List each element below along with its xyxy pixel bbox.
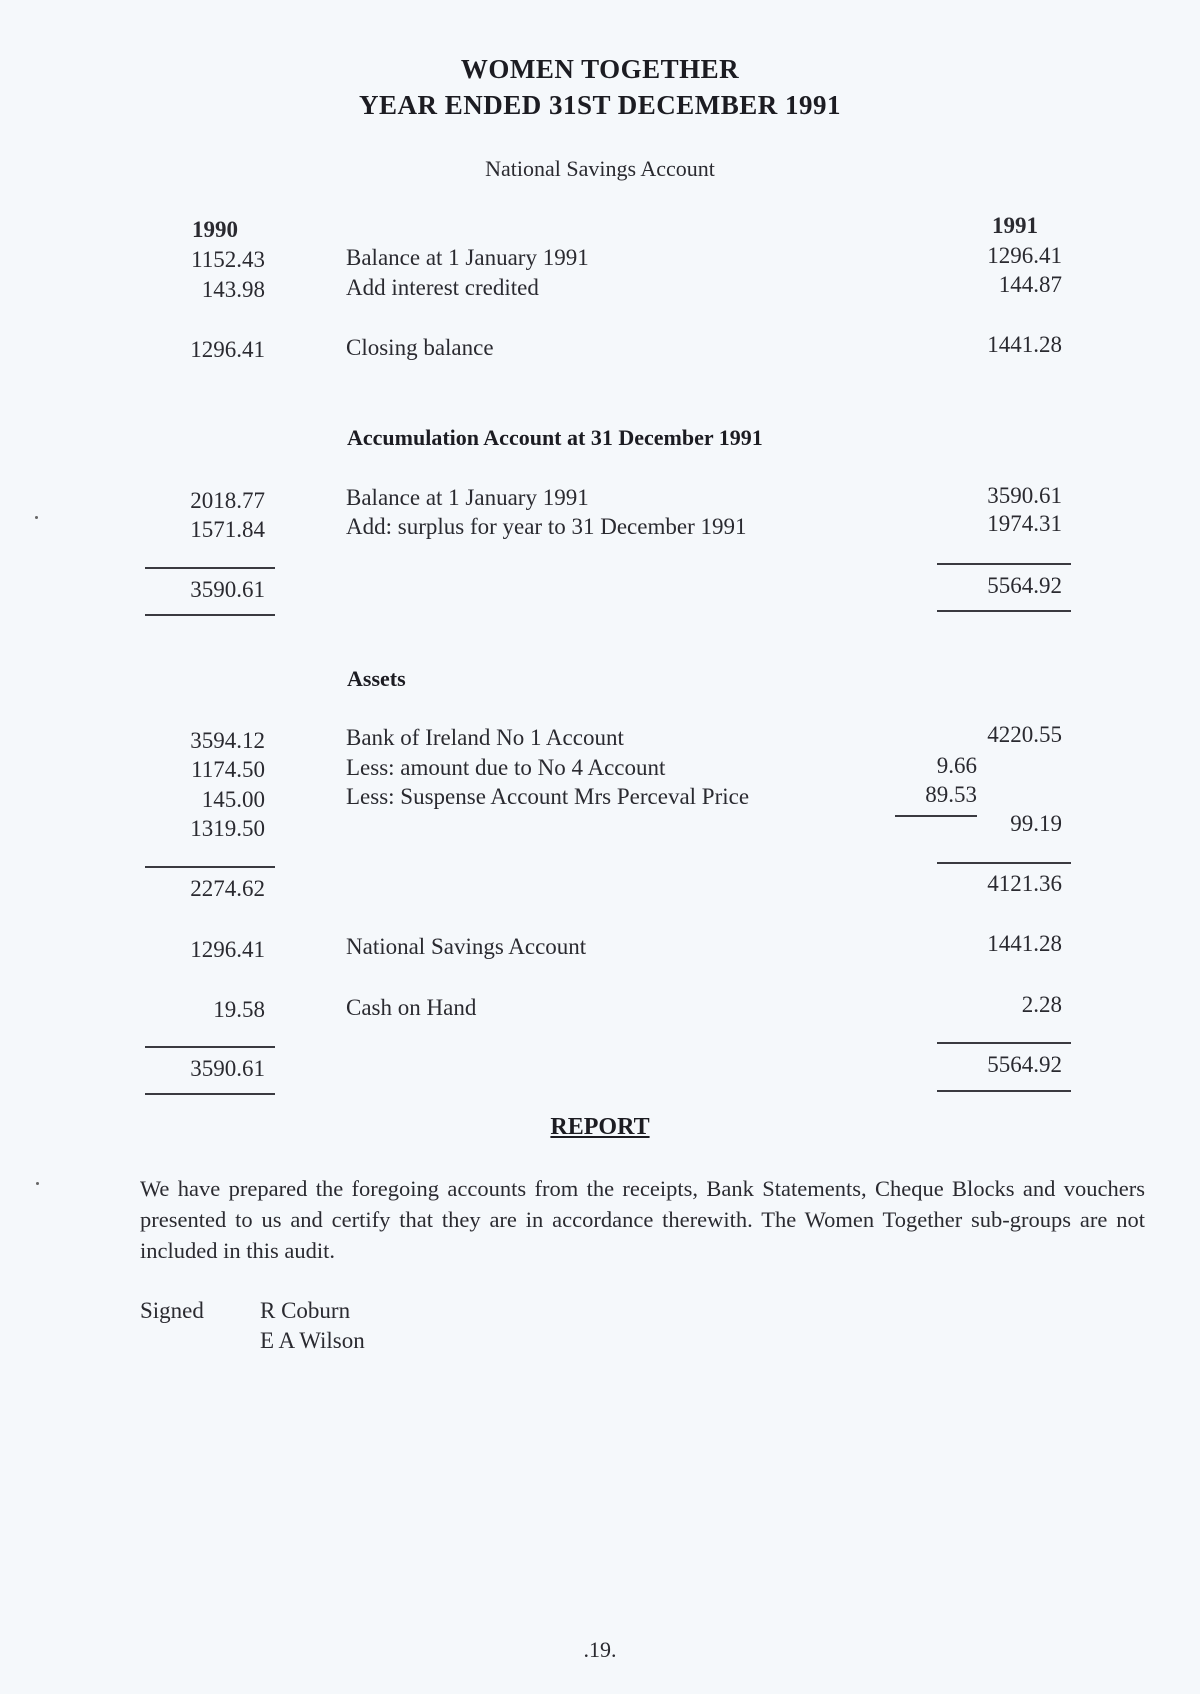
signed-label: Signed (140, 1298, 204, 1323)
assets-less-total-prev: 1319.50 (190, 816, 265, 841)
ns-row-1-label: Balance at 1 January 1991 (346, 245, 589, 270)
ns-row-3-label: Closing balance (346, 335, 494, 360)
signatory-2: E A Wilson (260, 1328, 365, 1353)
column-year-1991: 1991 (992, 213, 1038, 238)
assets-sub-rule-left (145, 866, 275, 868)
assets-savings-label: National Savings Account (346, 934, 587, 959)
assets-savings-curr: 1441.28 (987, 931, 1062, 956)
assets-less2-label: Less: Suspense Account Mrs Perceval Price (346, 784, 750, 809)
assets-heading: Assets (347, 666, 406, 691)
assets-bank-curr: 4220.55 (987, 722, 1062, 747)
acc-rule-left-bottom (145, 614, 275, 616)
assets-cash-prev: 19.58 (213, 997, 265, 1022)
acc-rule-right-bottom (937, 610, 1071, 612)
ns-row-1-curr: 1296.41 (987, 243, 1062, 268)
scan-mark (35, 516, 38, 519)
assets-less1-prev: 1174.50 (191, 757, 265, 782)
ns-row-2-prev: 143.98 (201, 277, 265, 302)
assets-less-total-curr: 99.19 (1010, 811, 1062, 836)
ns-row-2-curr: 144.87 (998, 272, 1062, 297)
assets-cash-label: Cash on Hand (346, 995, 477, 1020)
acc-rule-left-top (145, 567, 275, 569)
assets-total-rule-left-bottom (145, 1093, 275, 1095)
assets-savings-prev: 1296.41 (190, 937, 265, 962)
assets-bank-prev: 3594.12 (190, 728, 265, 753)
column-year-1990: 1990 (192, 217, 238, 242)
assets-bank-label: Bank of Ireland No 1 Account (346, 725, 624, 750)
acc-row-2-prev: 1571.84 (190, 517, 265, 542)
section-subtitle: National Savings Account (485, 156, 715, 181)
assets-subtotal-curr: 4121.36 (987, 871, 1062, 896)
report-text: We have prepared the foregoing accounts from the receipts, Bank Statements, Cheque Blocks and vouchers presented to us and certify that they are in accordance therewith. The Women Together sub-groups are not included in this audit. (140, 1176, 1145, 1263)
acc-row-1-label: Balance at 1 January 1991 (346, 485, 589, 510)
ns-row-1-prev: 1152.43 (191, 247, 265, 272)
acc-total-curr: 5564.92 (987, 573, 1062, 598)
assets-cash-curr: 2.28 (1021, 992, 1062, 1017)
org-title: WOMEN TOGETHER (460, 54, 740, 84)
assets-subtotal-prev: 2274.62 (190, 876, 265, 901)
assets-total-rule-right-top (937, 1042, 1071, 1044)
assets-less2-mid: 89.53 (925, 782, 977, 807)
ns-row-3-prev: 1296.41 (190, 337, 265, 362)
acc-row-1-curr: 3590.61 (987, 483, 1062, 508)
page-number: .19. (583, 1637, 617, 1662)
assets-total-prev: 3590.61 (190, 1056, 265, 1081)
period-title: YEAR ENDED 31ST DECEMBER 1991 (358, 90, 842, 120)
assets-total-rule-right-bottom (937, 1090, 1071, 1092)
assets-total-curr: 5564.92 (987, 1052, 1062, 1077)
accumulation-heading: Accumulation Account at 31 December 1991 (347, 425, 763, 450)
ns-row-2-label: Add interest credited (346, 275, 539, 300)
acc-rule-right-top (937, 563, 1071, 565)
acc-row-1-prev: 2018.77 (190, 488, 265, 513)
scan-mark (36, 1182, 39, 1185)
assets-total-rule-left-top (145, 1046, 275, 1048)
assets-sub-rule-right (937, 862, 1071, 864)
ns-row-3-curr: 1441.28 (987, 332, 1062, 357)
assets-less1-mid: 9.66 (936, 753, 977, 778)
acc-total-prev: 3590.61 (190, 577, 265, 602)
signatory-1: R Coburn (260, 1298, 351, 1323)
assets-less2-prev: 145.00 (201, 787, 265, 812)
acc-row-2-label: Add: surplus for year to 31 December 1991 (346, 514, 747, 539)
assets-less1-label: Less: amount due to No 4 Account (346, 755, 666, 780)
acc-row-2-curr: 1974.31 (987, 511, 1062, 536)
report-heading: REPORT (550, 1114, 650, 1140)
